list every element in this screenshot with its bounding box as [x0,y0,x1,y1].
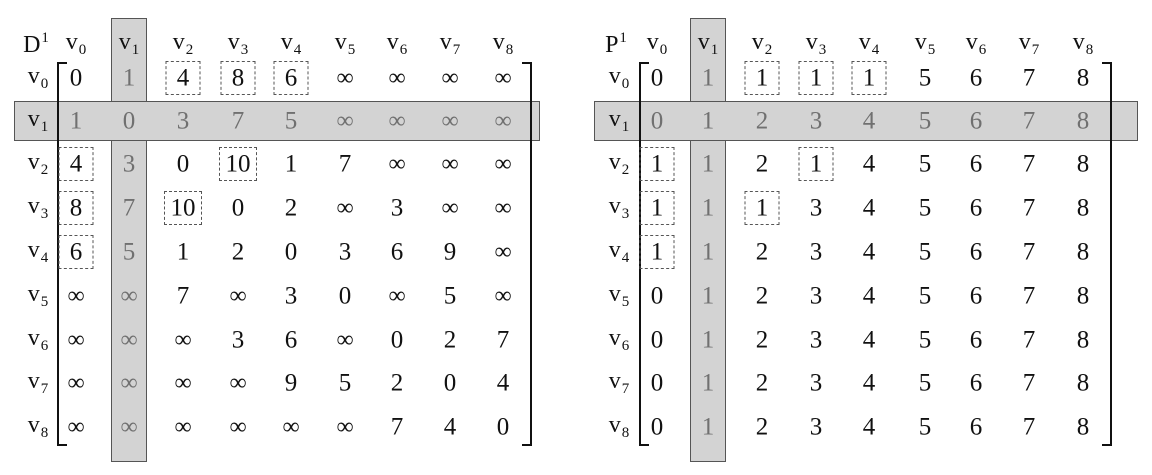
row-label-v5: $v_5$ [608,281,630,310]
matrix-cell: 2 [390,369,404,397]
matrix-cell: 8 [231,64,245,92]
row-label-v7: $v_7$ [608,368,630,397]
matrix-cell: 5 [918,282,932,310]
matrix-cell: 4 [862,413,876,441]
matrix-cell: 7 [1022,326,1036,354]
matrix-cell: 5 [918,64,932,92]
matrix-cell: 0 [390,326,404,354]
matrix-cell: 3 [809,238,823,266]
row-label-v1: $v_1$ [608,106,630,135]
matrix-cell: 2 [755,150,769,178]
matrix-cell: 5 [918,150,932,178]
column-header-v5: $v_5$ [914,29,936,58]
matrix-cell: 3 [338,238,352,266]
matrix-cell: 6 [969,326,983,354]
matrix-cell: ∞ [441,108,459,134]
matrix-cell: 1 [284,150,298,178]
matrix-right-bracket-p [1102,62,1112,446]
matrix-cell: 1 [176,238,190,266]
row-label-v0: $v_0$ [27,63,49,92]
matrix-cell: 0 [650,369,664,397]
matrix-cell: 5 [443,282,457,310]
column-header-v3: $v_3$ [805,29,827,58]
matrix-cell: 3 [390,194,404,222]
column-header-v6: $v_6$ [386,29,408,58]
matrix-cell: 1 [650,194,664,222]
matrix-cell: 1 [701,238,715,266]
matrix-cell: 7 [1022,413,1036,441]
matrix-cell: 4 [862,194,876,222]
matrix-cell: 1 [701,326,715,354]
matrix-cell: 2 [755,238,769,266]
matrix-cell: 1 [862,64,876,92]
matrix-cell: 0 [122,107,136,135]
column-header-v2: $v_2$ [172,29,194,58]
matrix-cell: 2 [755,413,769,441]
matrix-cell: 3 [809,326,823,354]
matrix-cell: 1 [809,64,823,92]
matrix-cell: ∞ [120,370,138,396]
matrix-cell: 7 [1022,238,1036,266]
matrix-cell: 3 [231,326,245,354]
column-header-v8: $v_8$ [1072,29,1094,58]
matrix-cell: 6 [284,326,298,354]
matrix-cell: 7 [122,194,136,222]
matrix-cell: 6 [69,238,83,266]
matrix-cell: ∞ [336,108,354,134]
matrix-cell: 0 [176,150,190,178]
matrix-cell: ∞ [388,151,406,177]
matrix-cell: 4 [862,150,876,178]
matrix-cell: ∞ [494,195,512,221]
matrix-cell: 2 [755,369,769,397]
matrix-cell: 0 [231,194,245,222]
matrix-cell: 0 [650,413,664,441]
row-label-v6: $v_6$ [608,325,630,354]
matrix-cell: ∞ [229,414,247,440]
matrix-cell: 1 [69,107,83,135]
matrix-cell: 5 [918,326,932,354]
row-label-v2: $v_2$ [27,149,49,178]
matrix-cell: 6 [390,238,404,266]
highlight-row-d [14,101,540,141]
matrix-cell: ∞ [67,327,85,353]
matrix-cell: ∞ [441,65,459,91]
matrix-cell: 3 [284,282,298,310]
matrix-cell: 2 [755,282,769,310]
matrix-cell: 6 [969,107,983,135]
matrix-cell: 3 [809,413,823,441]
matrix-cell: 9 [443,238,457,266]
matrix-cell: 6 [969,369,983,397]
matrix-cell: 1 [809,150,823,178]
matrix-cell: 7 [176,282,190,310]
matrix-cell: 0 [650,64,664,92]
matrix-cell: 3 [809,194,823,222]
matrix-cell: 6 [969,64,983,92]
matrix-cell: 0 [650,326,664,354]
column-header-v8: $v_8$ [492,29,514,58]
matrix-cell: 6 [969,282,983,310]
matrix-cell: ∞ [494,65,512,91]
matrix-cell: 3 [122,150,136,178]
matrix-cell: 0 [338,282,352,310]
row-label-v8: $v_8$ [27,412,49,441]
matrix-cell: 5 [284,107,298,135]
column-header-v4: $v_4$ [280,29,302,58]
matrix-cell: 5 [918,413,932,441]
matrix-cell: 1 [701,107,715,135]
matrix-cell: 4 [862,326,876,354]
matrix-cell: ∞ [67,414,85,440]
matrix-cell: ∞ [494,283,512,309]
matrix-cell: ∞ [388,283,406,309]
matrix-cell: ∞ [120,414,138,440]
matrix-cell: 8 [69,194,83,222]
matrix-cell: ∞ [120,327,138,353]
path-matrix-p1 [576,0,1152,475]
matrix-cell: 4 [176,64,190,92]
matrix-cell: 3 [176,107,190,135]
matrix-cell: ∞ [174,414,192,440]
row-label-v8: $v_8$ [608,412,630,441]
matrix-cell: 1 [755,64,769,92]
matrix-cell: ∞ [120,283,138,309]
matrix-cell: 1 [701,150,715,178]
matrix-cell: 4 [69,150,83,178]
matrix-cell: 1 [650,238,664,266]
matrix-cell: 0 [496,413,510,441]
matrix-cell: 5 [918,238,932,266]
matrix-cell: ∞ [441,151,459,177]
matrix-cell: 1 [650,150,664,178]
row-label-v7: $v_7$ [27,368,49,397]
matrix-cell: 7 [390,413,404,441]
row-label-v3: $v_3$ [27,193,49,222]
column-header-v4: $v_4$ [858,29,880,58]
matrix-cell: ∞ [67,283,85,309]
column-header-v1: $v_1$ [118,29,140,58]
matrix-cell: ∞ [494,239,512,265]
matrix-cell: 6 [969,150,983,178]
row-label-v2: $v_2$ [608,149,630,178]
matrix-cell: ∞ [388,65,406,91]
column-header-v5: $v_5$ [334,29,356,58]
matrix-cell: 7 [338,150,352,178]
matrix-cell: ∞ [336,195,354,221]
matrix-cell: 4 [443,413,457,441]
matrix-cell: ∞ [336,65,354,91]
matrix-cell: 2 [284,194,298,222]
column-header-v2: $v_2$ [751,29,773,58]
matrix-cell: 8 [1076,150,1090,178]
matrix-cell: 8 [1076,107,1090,135]
matrix-cell: ∞ [494,151,512,177]
matrix-cell: 7 [1022,107,1036,135]
matrix-cell: 9 [284,369,298,397]
matrix-p-title: $P^1$ [605,30,627,58]
row-label-v3: $v_3$ [608,193,630,222]
matrix-cell: 4 [862,238,876,266]
matrix-cell: 3 [809,369,823,397]
row-label-v0: $v_0$ [608,63,630,92]
matrix-cell: 6 [284,64,298,92]
matrix-cell: ∞ [388,108,406,134]
matrix-cell: 7 [496,326,510,354]
matrix-cell: 10 [170,194,196,222]
column-header-v0: $v_0$ [646,29,668,58]
matrix-cell: 7 [231,107,245,135]
matrix-cell: 2 [755,107,769,135]
matrix-cell: 5 [918,107,932,135]
matrix-cell: ∞ [336,327,354,353]
matrix-cell: 8 [1076,326,1090,354]
matrix-cell: 3 [809,282,823,310]
matrix-cell: 7 [1022,369,1036,397]
matrix-cell: 0 [284,238,298,266]
matrix-cell: 8 [1076,238,1090,266]
matrix-cell: 7 [1022,194,1036,222]
matrix-cell: 6 [969,238,983,266]
matrix-cell: 8 [1076,413,1090,441]
matrix-cell: 7 [1022,282,1036,310]
matrix-cell: 1 [701,282,715,310]
matrix-cell: 4 [862,107,876,135]
matrix-cell: 8 [1076,369,1090,397]
matrix-cell: ∞ [441,195,459,221]
matrix-cell: 4 [862,282,876,310]
matrix-cell: 1 [701,194,715,222]
matrix-cell: ∞ [67,370,85,396]
matrix-right-bracket-d [522,62,532,446]
row-label-v5: $v_5$ [27,281,49,310]
row-label-v4: $v_4$ [27,237,49,266]
row-label-v6: $v_6$ [27,325,49,354]
matrix-cell: 0 [69,64,83,92]
matrix-cell: 1 [701,413,715,441]
matrix-cell: ∞ [282,414,300,440]
matrix-cell: 5 [122,238,136,266]
matrix-cell: 7 [1022,64,1036,92]
matrix-cell: ∞ [229,283,247,309]
matrix-cell: 2 [443,326,457,354]
matrix-cell: ∞ [494,108,512,134]
matrix-cell: 8 [1076,194,1090,222]
row-label-v1: $v_1$ [27,106,49,135]
row-label-v4: $v_4$ [608,237,630,266]
matrix-cell: 2 [755,326,769,354]
matrix-cell: 1 [755,194,769,222]
matrix-cell: 0 [650,107,664,135]
matrix-cell: ∞ [174,327,192,353]
matrix-cell: 5 [918,194,932,222]
matrix-cell: 10 [225,150,251,178]
matrix-cell: 6 [969,413,983,441]
matrix-cell: ∞ [174,370,192,396]
column-header-v7: $v_7$ [1018,29,1040,58]
column-header-v3: $v_3$ [227,29,249,58]
matrix-cell: 8 [1076,64,1090,92]
matrix-cell: ∞ [229,370,247,396]
column-header-v1: $v_1$ [697,29,719,58]
matrix-cell: 0 [650,282,664,310]
matrix-cell: ∞ [336,414,354,440]
matrix-cell: 5 [338,369,352,397]
matrix-cell: 1 [701,369,715,397]
matrix-cell: 1 [122,64,136,92]
matrix-cell: 6 [969,194,983,222]
matrix-cell: 8 [1076,282,1090,310]
matrix-cell: 7 [1022,150,1036,178]
matrix-d-title: $D^1$ [23,30,49,58]
matrix-cell: 4 [862,369,876,397]
matrix-cell: 0 [443,369,457,397]
column-header-v6: $v_6$ [965,29,987,58]
matrix-cell: 4 [496,369,510,397]
matrix-cell: 5 [918,369,932,397]
column-header-v0: $v_0$ [65,29,87,58]
column-header-v7: $v_7$ [439,29,461,58]
matrix-cell: 2 [231,238,245,266]
matrix-cell: 1 [701,64,715,92]
matrix-cell: 3 [809,107,823,135]
